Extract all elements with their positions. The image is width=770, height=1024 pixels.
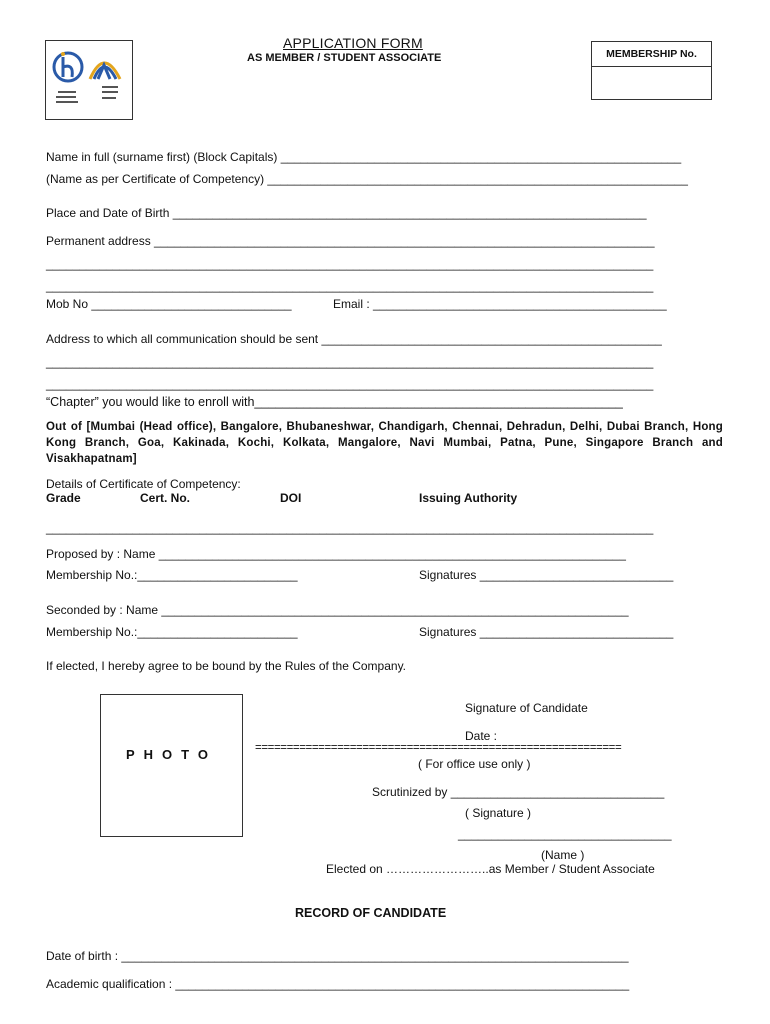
record-dob-field[interactable]: Date of birth : ____________________________________________________________________________ bbox=[46, 949, 629, 963]
cert-col-grade: Grade bbox=[46, 491, 81, 505]
name-certificate-field[interactable]: (Name as per Certificate of Competency) _______________________________________________________________ bbox=[46, 172, 688, 186]
name-label: (Name ) bbox=[541, 848, 585, 862]
seconded-membership-field[interactable]: Membership No.:________________________ bbox=[46, 625, 298, 639]
cert-col-cert-no: Cert. No. bbox=[140, 491, 191, 505]
seconded-by-field[interactable]: Seconded by : Name ______________________________________________________________________ bbox=[46, 603, 629, 617]
signature-candidate-label: Signature of Candidate bbox=[465, 701, 588, 715]
name-line[interactable]: ________________________________ bbox=[458, 827, 672, 841]
separator-line: ========================================================== bbox=[255, 742, 622, 754]
signature-label: ( Signature ) bbox=[465, 806, 532, 820]
permanent-address-field[interactable]: Permanent address ___________________________________________________________________________ bbox=[46, 234, 655, 248]
chapter-options: Out of [Mumbai (Head office), Bangalore, Bhubaneshwar, Chandigarh, Chennai, Dehradun, Delhi, Dubai Branch, Hong Kong Branch, Goa, Kakinada, Kochi, Kolkata, Mangalore, Navi Mumbai, Patna, Pune, Singapore Branch and Visakhapatnam] bbox=[46, 421, 723, 465]
logo-box bbox=[45, 40, 133, 120]
proposed-signatures-field[interactable]: Signatures _____________________________ bbox=[419, 568, 674, 582]
cert-col-doi: DOI bbox=[280, 491, 302, 505]
mob-no-field[interactable]: Mob No ______________________________ bbox=[46, 297, 292, 311]
comm-address-field[interactable]: Address to which all communication should be sent ___________________________________________________ bbox=[46, 332, 662, 346]
comm-address-line[interactable]: ___________________________________________________________________________________________ bbox=[46, 377, 654, 391]
membership-number-label: MEMBERSHIP No. bbox=[592, 42, 711, 67]
membership-number-box[interactable] bbox=[591, 41, 712, 100]
email-field[interactable]: Email : ____________________________________________ bbox=[333, 297, 667, 311]
cert-details-label: Details of Certificate of Competency: bbox=[46, 477, 241, 491]
record-academic-field[interactable]: Academic qualification : ____________________________________________________________________ bbox=[46, 977, 630, 991]
address-line[interactable]: ___________________________________________________________________________________________ bbox=[46, 279, 654, 293]
chapter-field[interactable]: “Chapter” you would like to enroll with_____________________________________________________ bbox=[46, 395, 623, 409]
irs-logo-icon bbox=[46, 41, 132, 119]
photo-label: PHOTO bbox=[126, 747, 217, 762]
record-heading: RECORD OF CANDIDATE bbox=[295, 906, 447, 920]
comm-address-line[interactable]: ___________________________________________________________________________________________ bbox=[46, 355, 654, 369]
elected-on-field[interactable]: Elected on ……………………..as Member / Student Associate bbox=[326, 862, 655, 876]
name-full-field[interactable]: Name in full (surname first) (Block Capitals) ____________________________________________________________ bbox=[46, 150, 682, 164]
form-subtitle: AS MEMBER / STUDENT ASSOCIATE bbox=[247, 52, 442, 64]
office-use-label: ( For office use only ) bbox=[418, 757, 531, 771]
proposed-by-field[interactable]: Proposed by : Name ______________________________________________________________________ bbox=[46, 547, 626, 561]
photo-box[interactable] bbox=[100, 694, 243, 837]
seconded-signatures-field[interactable]: Signatures _____________________________ bbox=[419, 625, 674, 639]
agreement-text: If elected, I hereby agree to be bound by the Rules of the Company. bbox=[46, 659, 407, 673]
proposed-membership-field[interactable]: Membership No.:________________________ bbox=[46, 568, 298, 582]
cert-col-issuing-authority: Issuing Authority bbox=[419, 491, 518, 505]
scrutinized-by-field[interactable]: Scrutinized by ________________________________ bbox=[372, 785, 665, 799]
address-line[interactable]: ___________________________________________________________________________________________ bbox=[46, 257, 654, 271]
form-title: APPLICATION FORM bbox=[283, 35, 423, 51]
place-dob-field[interactable]: Place and Date of Birth _______________________________________________________________________ bbox=[46, 206, 647, 220]
cert-line[interactable]: ___________________________________________________________________________________________ bbox=[46, 521, 654, 535]
date-label[interactable]: Date : bbox=[465, 729, 498, 743]
